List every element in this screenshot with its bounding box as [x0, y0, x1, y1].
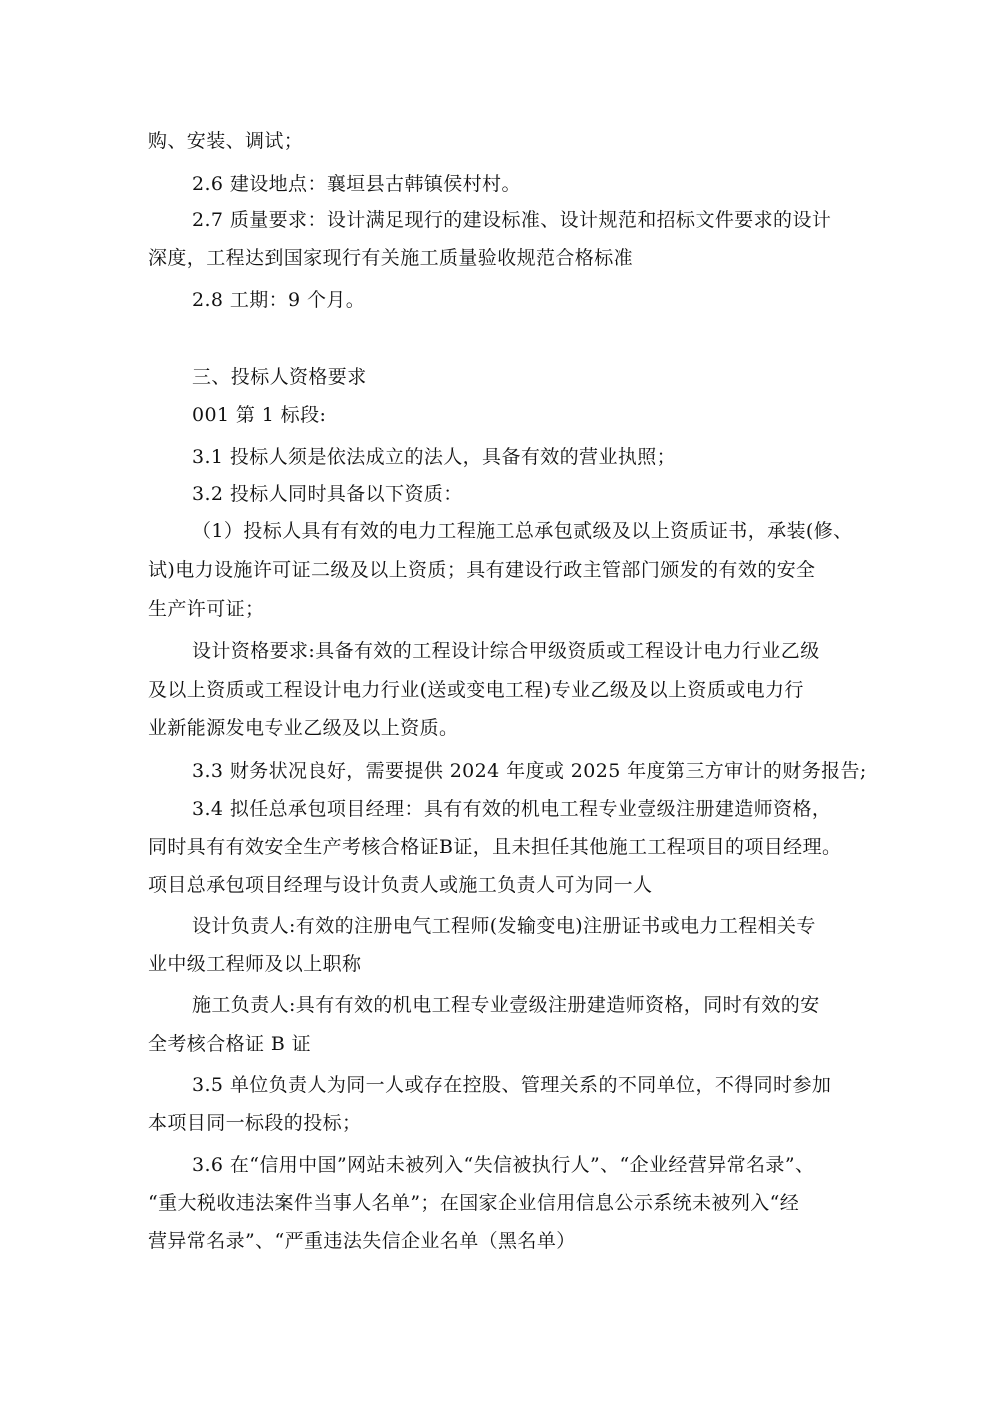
text-line-27: “重大税收违法案件当事人名单”；在国家企业信用信息公示系统未被列入“经 [148, 1192, 800, 1214]
text-line-17: 3.4 拟任总承包项目经理：具有有效的机电工程专业壹级注册建造师资格， [192, 798, 832, 820]
section-heading: 三、投标人资格要求 [192, 366, 367, 388]
text-line-4: 深度，工程达到国家现行有关施工质量验收规范合格标准 [148, 247, 634, 269]
text-line-28: 营异常名录”、“严重违法失信企业名单（黑名单） [148, 1230, 576, 1252]
text-line-12: 生产许可证； [148, 598, 265, 620]
text-line-2: 2.6 建设地点：襄垣县古韩镇侯村村。 [192, 173, 521, 195]
text-line-7: 001 第 1 标段: [192, 404, 327, 426]
text-line-3: 2.7 质量要求：设计满足现行的建设标准、设计规范和招标文件要求的设计 [192, 209, 832, 231]
text-line-10: （1）投标人具有有效的电力工程施工总承包贰级及以上资质证书，承装(修、 [192, 520, 853, 542]
text-line-21: 业中级工程师及以上职称 [148, 953, 362, 975]
text-line-18: 同时具有有效安全生产考核合格证B证，且未担任其他施工工程项目的项目经理。 [148, 836, 842, 858]
text-line-25: 本项目同一标段的投标； [148, 1112, 362, 1134]
text-line-13: 设计资格要求:具备有效的工程设计综合甲级资质或工程设计电力行业乙级 [192, 640, 820, 662]
text-line-8: 3.1 投标人须是依法成立的法人，具备有效的营业执照； [192, 446, 677, 468]
text-line-14: 及以上资质或工程设计电力行业(送或变电工程)专业乙级及以上资质或电力行 [148, 679, 804, 701]
text-line-26: 3.6 在“信用中国”网站未被列入“失信被执行人”、“企业经营异常名录”、 [192, 1154, 815, 1176]
text-line-9: 3.2 投标人同时具备以下资质： [192, 483, 463, 505]
text-line-23: 全考核合格证 B 证 [148, 1033, 312, 1055]
text-line-1: 购、安装、调试； [148, 130, 304, 152]
text-line-5: 2.8 工期：9 个月。 [192, 289, 366, 311]
text-line-19: 项目总承包项目经理与设计负责人或施工负责人可为同一人 [148, 874, 653, 896]
text-line-20: 设计负责人:有效的注册电气工程师(发输变电)注册证书或电力工程相关专 [192, 915, 816, 937]
text-line-22: 施工负责人:具有有效的机电工程专业壹级注册建造师资格，同时有效的安 [192, 994, 820, 1016]
text-line-16: 3.3 财务状况良好，需要提供 2024 年度或 2025 年度第三方审计的财务报告; [192, 760, 867, 782]
text-line-15: 业新能源发电专业乙级及以上资质。 [148, 717, 459, 739]
text-line-11: 试)电力设施许可证二级及以上资质；具有建设行政主管部门颁发的有效的安全 [148, 559, 816, 581]
text-line-24: 3.5 单位负责人为同一人或存在控股、管理关系的不同单位，不得同时参加 [192, 1074, 832, 1096]
